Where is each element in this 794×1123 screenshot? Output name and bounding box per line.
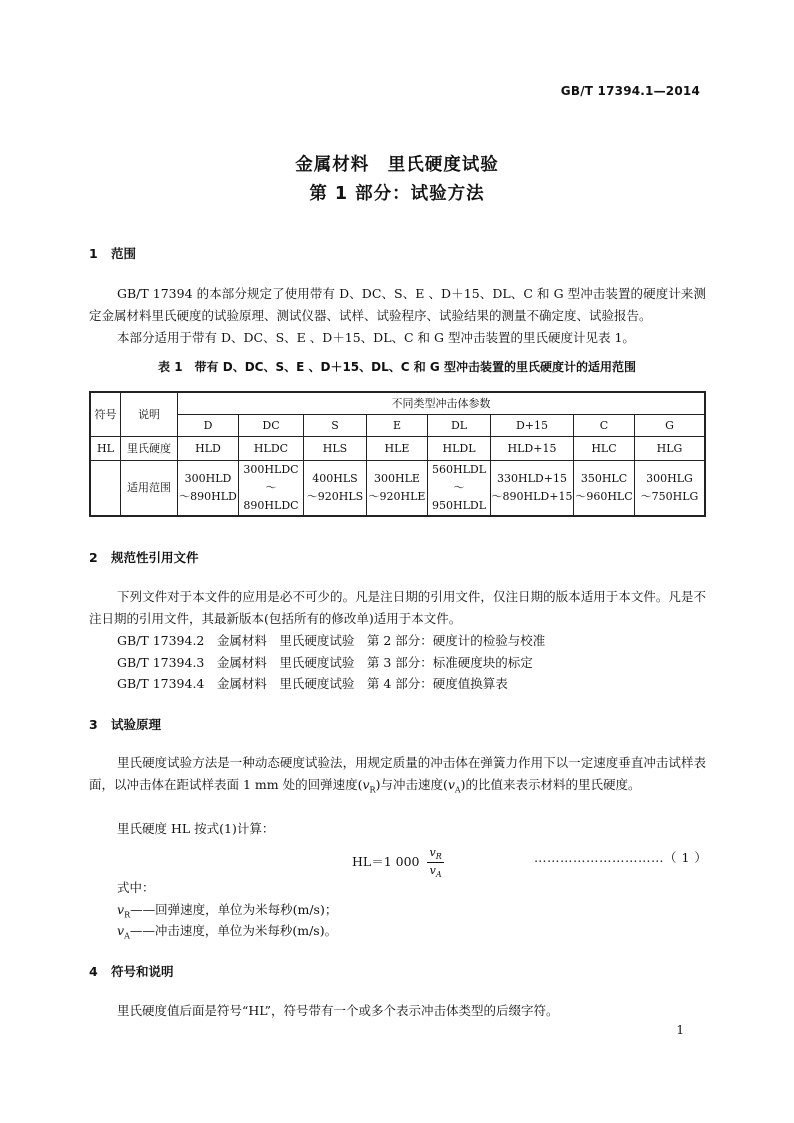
denominator <box>427 863 443 879</box>
header-description: 说明 <box>121 392 178 436</box>
range-cell <box>428 460 491 516</box>
range-low: 330HLD+15 <box>497 471 567 485</box>
definition-text: ——冲击速度，单位为米每秒(m/s)。 <box>129 923 338 938</box>
type-cell: DL <box>428 414 491 436</box>
reference-item: GB/T 17394.3 金属材料 里氏硬度试验 第 3 部分：标准硬度块的标定 <box>117 655 533 670</box>
subscript: R <box>124 910 131 920</box>
row-symbol <box>90 460 121 516</box>
range-high: ～890HLD <box>179 489 237 503</box>
range-high: ～950HLDL <box>431 480 487 512</box>
range-cell <box>574 460 635 516</box>
reference-item: GB/T 17394.4 金属材料 里氏硬度试验 第 4 部分：硬度值换算表 <box>117 676 508 691</box>
section-2-heading <box>89 548 199 566</box>
value-cell: HLS <box>304 436 367 460</box>
section-4-heading <box>89 962 174 980</box>
numerator <box>427 846 443 863</box>
definition-va <box>117 921 337 941</box>
document-subtitle: 第 1 部分：试验方法 <box>309 184 485 204</box>
definition-vr <box>117 900 337 920</box>
document-title: 金属材料 里氏硬度试验 <box>295 155 499 175</box>
type-cell: S <box>304 414 367 436</box>
section-title: 范围 <box>111 246 137 261</box>
symbol-v: v <box>429 864 436 878</box>
section-2-paragraph: 下列文件对于本文件的应用是必不可少的。凡是注日期的引用文件，仅注日期的版本适用于本文件。凡是不注日期的引用文件，其最新版本(包括所有的修改单)适用于本文件。 <box>89 589 706 626</box>
section-number: 4 <box>89 964 98 979</box>
range-low: 300HLD <box>184 471 232 485</box>
header-group: 不同类型冲击体参数 <box>178 392 706 414</box>
range-low: 300HLDC <box>243 462 299 476</box>
section-number: 3 <box>89 717 98 732</box>
range-high: ～750HLG <box>640 489 699 503</box>
subscript: A <box>454 785 461 795</box>
text-run: )与冲击速度( <box>375 777 448 792</box>
reference-item: GB/T 17394.2 金属材料 里氏硬度试验 第 2 部分：硬度计的检验与校准 <box>117 633 546 648</box>
section-number: 2 <box>89 550 98 565</box>
range-low: 400HLS <box>312 471 358 485</box>
type-cell: DC <box>239 414 304 436</box>
section-1-heading <box>89 244 136 262</box>
section-3-paragraph-2: 里氏硬度 HL 按式(1)计算： <box>117 821 275 836</box>
formula-fraction <box>427 846 443 879</box>
subscript: A <box>435 870 442 880</box>
range-low: 300HLG <box>646 471 693 485</box>
range-high: ～960HLC <box>575 489 633 503</box>
subscript: A <box>124 931 130 941</box>
type-cell: C <box>574 414 635 436</box>
range-cell <box>239 460 304 516</box>
symbol-v: v <box>362 777 370 792</box>
definition-text: ——回弹速度，单位为米每秒(m/s)； <box>130 902 338 917</box>
section-4-paragraph: 里氏硬度值后面是符号“HL”，符号带有一个或多个表示冲击体类型的后缀字符。 <box>117 1003 559 1018</box>
range-low: 350HLC <box>580 471 628 485</box>
range-cell <box>635 460 706 516</box>
text-run: 里氏硬度试验方法是一种动态硬度试验法，用规定质量的冲击体在弹簧力作用下以一定速度垂直冲击试样表面，以冲击体在距试样表面 1 mm 处的回弹速度( <box>89 755 706 792</box>
range-high: ～920HLE <box>368 489 426 503</box>
range-cell <box>367 460 428 516</box>
value-cell: HLC <box>574 436 635 460</box>
symbol-v: v <box>117 923 125 938</box>
type-cell: G <box>635 414 706 436</box>
range-cell <box>304 460 367 516</box>
formula-1 <box>352 846 444 879</box>
section-title: 规范性引用文件 <box>111 550 199 565</box>
header-symbol: 符号 <box>90 392 121 436</box>
row-symbol: HL <box>90 436 121 460</box>
where-label: 式中： <box>117 880 155 895</box>
table-1-caption: 表 1 带有 D、DC、S、E 、D＋15、DL、C 和 G 型冲击装置的里氏硬度计的适用范围 <box>158 360 636 374</box>
value-cell: HLE <box>367 436 428 460</box>
section-3-heading <box>89 715 161 733</box>
section-number: 1 <box>89 246 98 261</box>
formula-number: …………………………（ 1 ） <box>534 850 708 865</box>
type-cell: E <box>367 414 428 436</box>
section-3-paragraph-1 <box>89 752 706 802</box>
value-cell: HLDC <box>239 436 304 460</box>
range-high: ～890HLD+15 <box>491 489 573 503</box>
standard-number: GB/T 17394.1—2014 <box>560 84 700 98</box>
section-1-paragraph-1: GB/T 17394 的本部分规定了使用带有 D、DC、S、E 、D＋15、DL、C 和 G 型冲击装置的硬度计来测定金属材料里氏硬度的试验原理、测试仪器、试样、试验程序、试验结果的测量不确定度、试验报告。 <box>89 286 706 323</box>
value-cell: HLG <box>635 436 706 460</box>
page-number: 1 <box>676 1023 684 1037</box>
range-low: 560HLDL <box>431 462 487 476</box>
range-low: 300HLE <box>374 471 420 485</box>
symbol-v: v <box>117 902 125 917</box>
row-description: 里氏硬度 <box>121 436 178 460</box>
text-run: )的比值来表示材料的里氏硬度。 <box>460 777 641 792</box>
range-high: ～920HLS <box>306 489 364 503</box>
section-title: 试验原理 <box>111 717 162 732</box>
formula-lhs: HL＝1 000 <box>352 854 420 870</box>
value-cell: HLD+15 <box>491 436 574 460</box>
range-cell <box>491 460 574 516</box>
range-high: ～890HLDC <box>243 480 299 512</box>
table-1 <box>89 391 706 517</box>
section-1-paragraph-2: 本部分适用于带有 D、DC、S、E 、D＋15、DL、C 和 G 型冲击装置的里氏硬度计见表 1。 <box>117 330 635 345</box>
symbol-v: v <box>429 846 436 859</box>
type-cell: D <box>178 414 239 436</box>
row-description: 适用范围 <box>121 460 178 516</box>
symbol-v: v <box>447 777 455 792</box>
type-cell: D+15 <box>491 414 574 436</box>
section-title: 符号和说明 <box>111 964 174 979</box>
value-cell: HLD <box>178 436 239 460</box>
subscript: R <box>369 785 376 795</box>
subscript: R <box>435 852 442 862</box>
range-cell <box>178 460 239 516</box>
value-cell: HLDL <box>428 436 491 460</box>
